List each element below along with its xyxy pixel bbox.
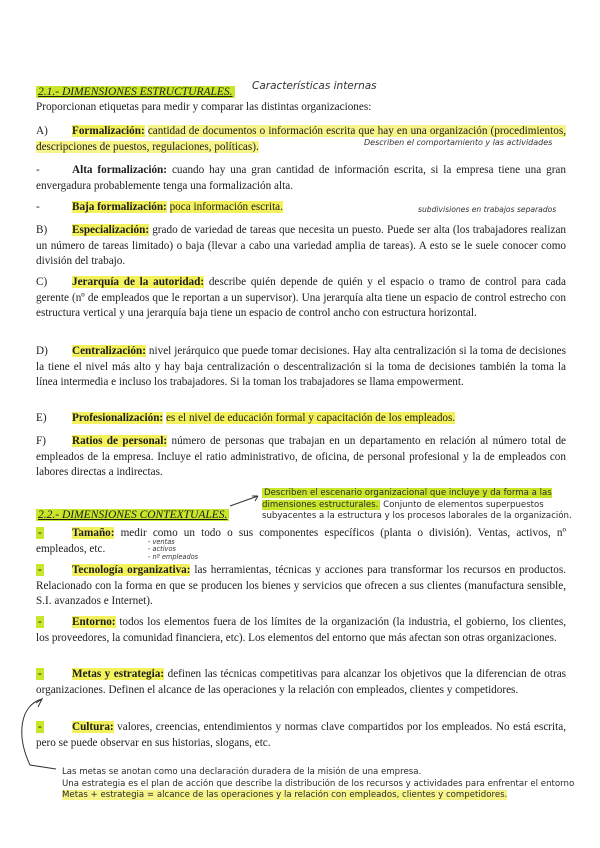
item-f-text: número de personas que trabajan en un departamento en relación al número total de empleados de la empresa. Incluye el ratio administrativo, de oficina, de personal profesional y la de empleados con labores directas a indirectas. — [36, 435, 567, 478]
item-d — [36, 344, 566, 391]
item-baja-label: - — [36, 201, 40, 213]
handnote-caracteristicas: Características internas — [252, 80, 377, 92]
section-2-heading: 2.2.- DIMENSIONES CONTEXTUALES. — [38, 509, 228, 521]
item-alta-term: Alta formalización: — [72, 164, 168, 176]
footer-note-2: Una estrategia es el plan de acción que describe la distribución de los recursos y actividades para enfrentar el entorno — [62, 778, 575, 789]
item-metas — [36, 667, 566, 698]
item-tecnologia-term: Tecnología organizativa: — [72, 564, 191, 576]
item-metas-label: - — [38, 668, 42, 680]
item-d-text: nivel jerárquico que puede tomar decisiones. Hay alta centralización si la toma de decisiones la tiene el nivel más alto y hay baja centralización o descentralización si la toma de decisiones también la toma la línea intermedia e incluso los trabajadores. Si la toman los trabajadores se llama empowerment. — [36, 345, 567, 388]
item-alta-label: - — [36, 164, 40, 176]
item-entorno-term: Entorno: — [72, 616, 116, 628]
section-2-note-bold: Describen el escenario organizacional que incluye y da forma a las dimensiones estructurales. — [262, 488, 552, 510]
item-metas-text: definen las técnicas competitivas para alcanzar los objetivos que la diferencian de otras organizaciones. Definen el alcance de las operaciones y la relación con empleados, clientes y competidores. — [36, 668, 567, 696]
item-f — [36, 434, 566, 481]
item-c — [36, 275, 566, 322]
item-b — [36, 223, 566, 270]
item-entorno-label: - — [38, 616, 42, 628]
section-1-heading-row — [36, 80, 235, 99]
item-e-term: Profesionalización: — [72, 412, 164, 424]
item-cultura-term: Cultura: — [72, 721, 114, 733]
section-1-heading: 2.1.- DIMENSIONES ESTRUCTURALES. — [38, 86, 233, 98]
item-c-text: describe quién depende de quién y el espacio o tramo de control para cada gerente (nº de empleados que le reportan a un supervisor). Una jerarquía alta tiene un espacio de control estrecho con estructura vertical y una jerarquía baja tiene un espacio de control ancho con estructura horizontal. — [36, 276, 566, 319]
bracket-arrow-icon — [12, 695, 62, 775]
item-tecnologia-text: las herramientas, técnicas y acciones para transformar los recursos en productos. Relacionado con la forma en que se producen los bienes y servicios que ofrecen a sus clientes (manufactura sensible, S.I. avanzados e Internet). — [36, 564, 566, 607]
item-f-label: F) — [36, 435, 46, 447]
item-a-label: A) — [36, 125, 48, 137]
item-d-term: Centralización: — [72, 345, 146, 357]
item-e-label: E) — [36, 412, 47, 424]
item-cultura-label: - — [38, 721, 42, 733]
item-cultura-text: valores, creencias, entendimientos y normas clave compartidos por los empleados. No está escrita, pero se puede observar en sus historias, slogans, etc. — [36, 721, 566, 749]
item-f-term: Ratios de personal: — [72, 435, 168, 447]
handnote-tamano-1: - ventas — [148, 538, 175, 546]
section-2-note — [262, 488, 572, 523]
item-d-label: D) — [36, 345, 48, 357]
handnote-comportamiento: Describen el comportamiento y las actividades — [364, 138, 553, 147]
item-e-text: es el nivel de educación formal y capacitación de los empleados. — [165, 412, 456, 424]
section-2-heading-row — [36, 503, 229, 522]
item-tecnologia — [36, 563, 566, 610]
item-tamano-label: - — [38, 527, 42, 539]
item-e — [36, 411, 566, 427]
item-c-label: C) — [36, 276, 48, 288]
item-entorno-text: todos los elementos fuera de los límites de la organización (la industria, el gobierno, los clientes, los proveedores, la comunidad financiera, etc). Los elementos del entorno que más afectan son otras organizaciones. — [36, 616, 567, 644]
item-cultura — [36, 720, 566, 751]
footer-note-3 — [62, 790, 582, 802]
arrow-icon — [228, 492, 264, 510]
item-entorno — [36, 615, 566, 646]
item-metas-term: Metas y estrategia: — [72, 668, 165, 680]
item-baja-text: poca información escrita. — [169, 201, 283, 213]
handnote-tamano-3: - nº empleados — [148, 552, 199, 561]
footer-note-3-text: Metas + estrategia = alcance de las operaciones y la relación con empleados, clientes y competidores. — [62, 790, 508, 800]
item-b-label: B) — [36, 224, 48, 236]
handnote-tamano-2: - activos — [148, 545, 176, 554]
item-b-text: grado de variedad de tareas que necesita un puesto. Puede ser alta (los trabajadores realizan un número de tareas limitado) o baja (llevar a cabo una variedad amplia de tareas). A esto se le suele conocer como división del trabajo. — [36, 224, 567, 267]
item-a-term: Formalización: — [72, 125, 145, 137]
item-tecnologia-label: - — [38, 564, 42, 576]
item-tamano-text: medir como un todo o sus componentes específicos (planta o división). Ventas, activos, nº empleados, etc. — [36, 527, 566, 555]
item-tamano-term: Tamaño: — [72, 527, 115, 539]
footer-note-1: Las metas se anotan como una declaración duradera de la misión de una empresa. — [62, 767, 422, 777]
handnote-subdivisiones: subdivisiones en trabajos separados — [418, 205, 557, 214]
item-alta — [36, 163, 566, 194]
item-c-term: Jerarquía de la autoridad: — [72, 276, 205, 288]
section-2-note-rest: Conjunto de elementos superpuestos subyacentes a la estructura y los procesos laborales de la organización. — [262, 499, 572, 521]
item-a-text: cantidad de documentos o información escrita que hay en una organización (procedimientos, descripciones de puestos, regulaciones, políticas). — [36, 125, 567, 153]
handnote-tamano — [148, 539, 198, 561]
item-b-term: Especialización: — [72, 224, 150, 236]
section-1-intro: Proporcionan etiquetas para medir y comparar las distintas organizaciones: — [36, 101, 372, 113]
item-tamano — [36, 526, 566, 557]
item-alta-text: cuando hay una gran cantidad de información escrita, si la empresa tiene una gran envergadura probablemente tenga una formalización alta. — [36, 164, 566, 192]
item-baja-term: Baja formalización: — [72, 201, 167, 213]
footer-notes — [62, 767, 582, 802]
